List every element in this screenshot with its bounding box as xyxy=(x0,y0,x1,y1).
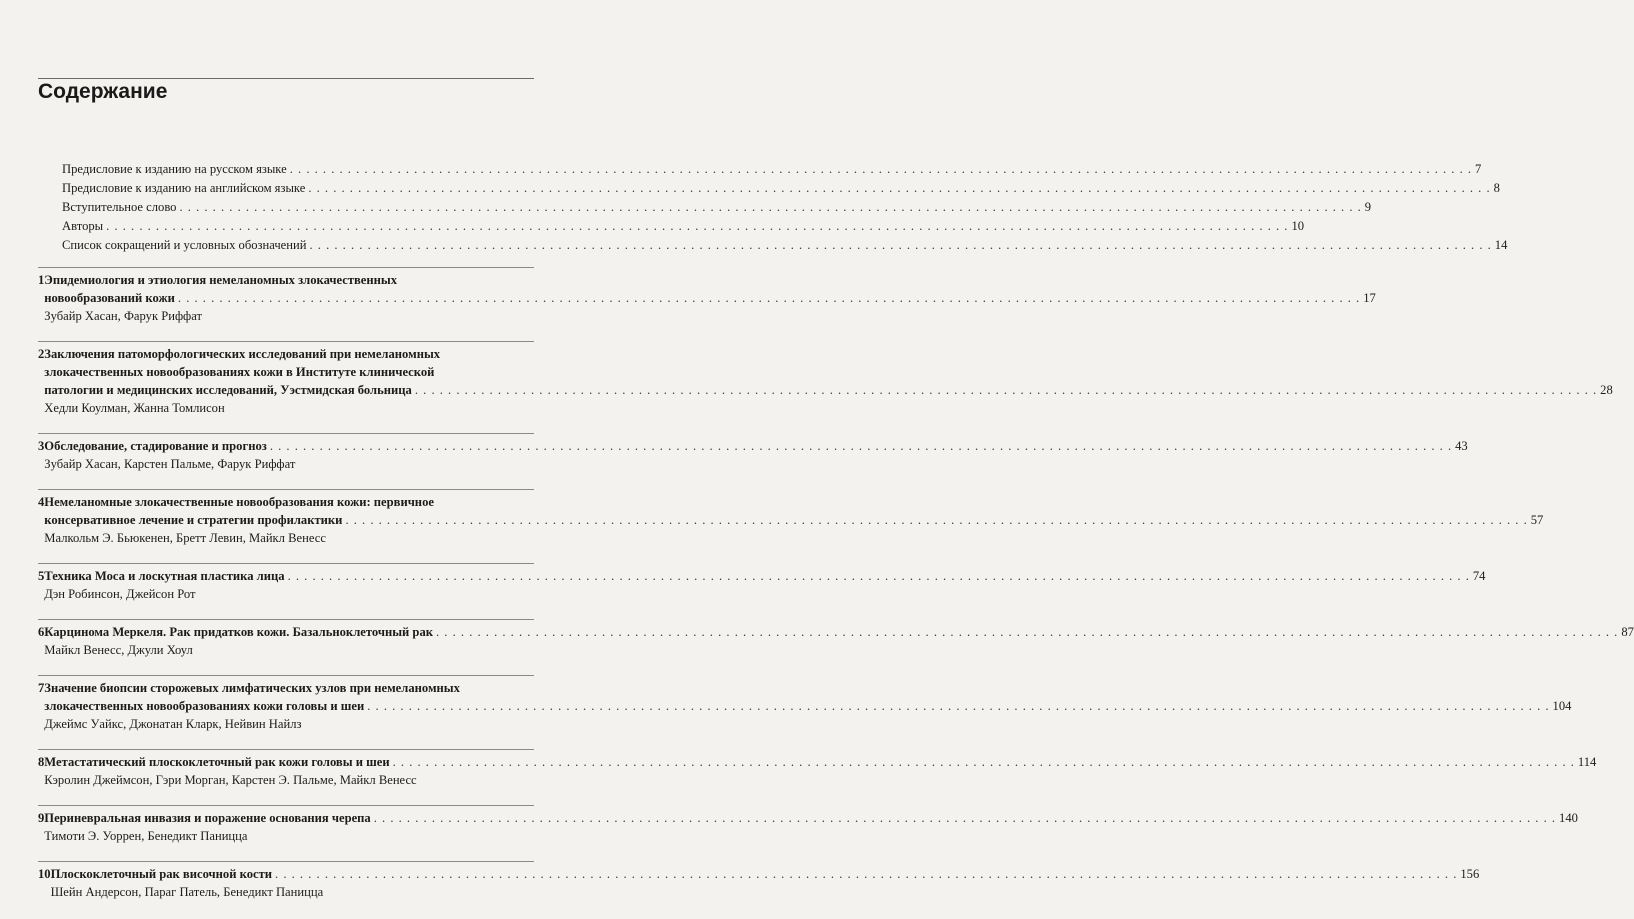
leader-dots xyxy=(371,809,1559,827)
chapter-title-line: Периневральная инвазия и поражение основания черепа xyxy=(44,811,371,825)
page-number: 114 xyxy=(1577,755,1597,769)
chapter-title-line: Эпидемиология и этиология немеланомных злокачественных xyxy=(44,273,398,287)
chapter-entry[interactable] xyxy=(38,489,1544,547)
page-number: 57 xyxy=(1530,513,1544,527)
front-matter-item[interactable] xyxy=(62,179,1500,198)
chapter-title-line: патологии и медицинских исследований, Уэстмидская больница xyxy=(44,383,412,397)
front-matter-item[interactable] xyxy=(62,198,1372,217)
leader-dots xyxy=(390,753,1578,771)
chapter-number: 7 xyxy=(38,681,45,695)
chapter-entry[interactable] xyxy=(38,341,1613,417)
leader-dots xyxy=(272,865,1460,883)
chapter-list xyxy=(38,267,1634,917)
chapter-authors: Зубайр Хасан, Фарук Риффат xyxy=(44,309,202,323)
front-matter-item[interactable] xyxy=(62,160,1482,179)
chapter-title-line: Техника Моса и лоскутная пластика лица xyxy=(44,569,285,583)
chapter-entry[interactable] xyxy=(38,749,1597,789)
leader-dots xyxy=(305,179,1493,198)
chapter-title-line: Значение биопсии сторожевых лимфатических узлов при немеланомных xyxy=(44,681,460,695)
chapter-number: 5 xyxy=(38,569,45,583)
chapter-number: 9 xyxy=(38,811,45,825)
chapter-number: 4 xyxy=(38,495,45,509)
chapter-title-line: Карцинома Меркеля. Рак придатков кожи. Базальноклеточный рак xyxy=(44,625,433,639)
chapter-entry[interactable] xyxy=(38,267,1376,325)
front-matter-list xyxy=(62,160,1508,255)
chapter-title-line: Метастатический плоскоклеточный рак кожи головы и шеи xyxy=(44,755,390,769)
chapter-number: 1 xyxy=(38,273,45,287)
chapter-entry[interactable] xyxy=(38,619,1634,659)
page-number: 9 xyxy=(1364,200,1372,214)
entry-label: Авторы xyxy=(62,219,104,233)
chapter-title-line: Обследование, стадирование и прогноз xyxy=(44,439,267,453)
chapter-entry[interactable] xyxy=(38,563,1486,603)
top-rule xyxy=(38,78,534,79)
chapter-authors: Малкольм Э. Бьюкенен, Бретт Левин, Майкл Венесс xyxy=(44,531,326,545)
entry-label: Предисловие к изданию на английском языке xyxy=(62,181,306,195)
chapter-authors: Майкл Венесс, Джули Хоул xyxy=(44,643,193,657)
chapter-title-line: новообразований кожи xyxy=(44,291,175,305)
entry-label: Список сокращений и условных обозначений xyxy=(62,238,307,252)
chapter-authors: Шейн Андерсон, Параг Патель, Бенедикт Паницца xyxy=(50,885,324,899)
leader-dots xyxy=(306,236,1494,255)
leader-dots xyxy=(342,511,1530,529)
chapter-title-line: Немеланомные злокачественные новообразования кожи: первичное xyxy=(44,495,434,509)
chapter-title-line: консервативное лечение и стратегии профилактики xyxy=(44,513,343,527)
entry-label: Вступительное слово xyxy=(62,200,177,214)
page-number: 74 xyxy=(1472,569,1486,583)
chapter-authors: Хедли Коулман, Жанна Томлисон xyxy=(44,401,225,415)
front-matter-item[interactable] xyxy=(62,236,1508,255)
toc-heading: Содержание xyxy=(38,80,168,103)
chapter-title-line: злокачественных новообразованиях кожи головы и шеи xyxy=(44,699,365,713)
page-number: 28 xyxy=(1600,383,1613,397)
page-number: 8 xyxy=(1493,181,1500,195)
leader-dots xyxy=(285,567,1473,585)
page-number: 104 xyxy=(1552,699,1572,713)
chapter-authors: Тимоти Э. Уоррен, Бенедикт Паницца xyxy=(44,829,248,843)
chapter-number: 3 xyxy=(38,439,45,453)
chapter-authors: Джеймс Уайкс, Джонатан Кларк, Нейвин Найлз xyxy=(44,717,302,731)
chapter-number: 2 xyxy=(38,347,45,361)
page-number: 17 xyxy=(1363,291,1376,305)
leader-dots xyxy=(287,160,1475,179)
chapter-number: 10 xyxy=(38,867,51,881)
chapter-title-line: Плоскоклеточный рак височной кости xyxy=(50,867,273,881)
leader-dots xyxy=(176,198,1364,217)
page-number: 10 xyxy=(1291,219,1305,233)
page-number: 87 xyxy=(1621,625,1634,639)
chapter-entry[interactable] xyxy=(38,861,1480,901)
leader-dots xyxy=(433,623,1621,641)
page-number: 7 xyxy=(1475,162,1482,176)
page-number: 156 xyxy=(1460,867,1480,881)
chapter-entry[interactable] xyxy=(38,675,1572,733)
leader-dots xyxy=(175,289,1363,307)
chapter-authors: Зубайр Хасан, Карстен Пальме, Фарук Риффат xyxy=(44,457,296,471)
front-matter-item[interactable] xyxy=(62,217,1305,236)
chapter-title-line: Заключения патоморфологических исследований при немеланомных xyxy=(44,347,441,361)
page-number: 140 xyxy=(1559,811,1578,825)
chapter-number: 6 xyxy=(38,625,45,639)
entry-label: Предисловие к изданию на русском языке xyxy=(62,162,287,176)
page-number: 14 xyxy=(1494,238,1508,252)
chapter-authors: Дэн Робинсон, Джейсон Рот xyxy=(44,587,196,601)
chapter-authors: Кэролин Джеймсон, Гэри Морган, Карстен Э. Пальме, Майкл Венесс xyxy=(44,773,417,787)
page-number: 43 xyxy=(1455,439,1468,453)
chapter-entry[interactable] xyxy=(38,433,1468,473)
leader-dots xyxy=(267,437,1455,455)
chapter-entry[interactable] xyxy=(38,805,1578,845)
leader-dots xyxy=(412,381,1600,399)
chapter-title-line: злокачественных новообразованиях кожи в Институте клинической xyxy=(44,365,435,379)
leader-dots xyxy=(103,217,1291,236)
leader-dots xyxy=(364,697,1552,715)
chapter-number: 8 xyxy=(38,755,45,769)
